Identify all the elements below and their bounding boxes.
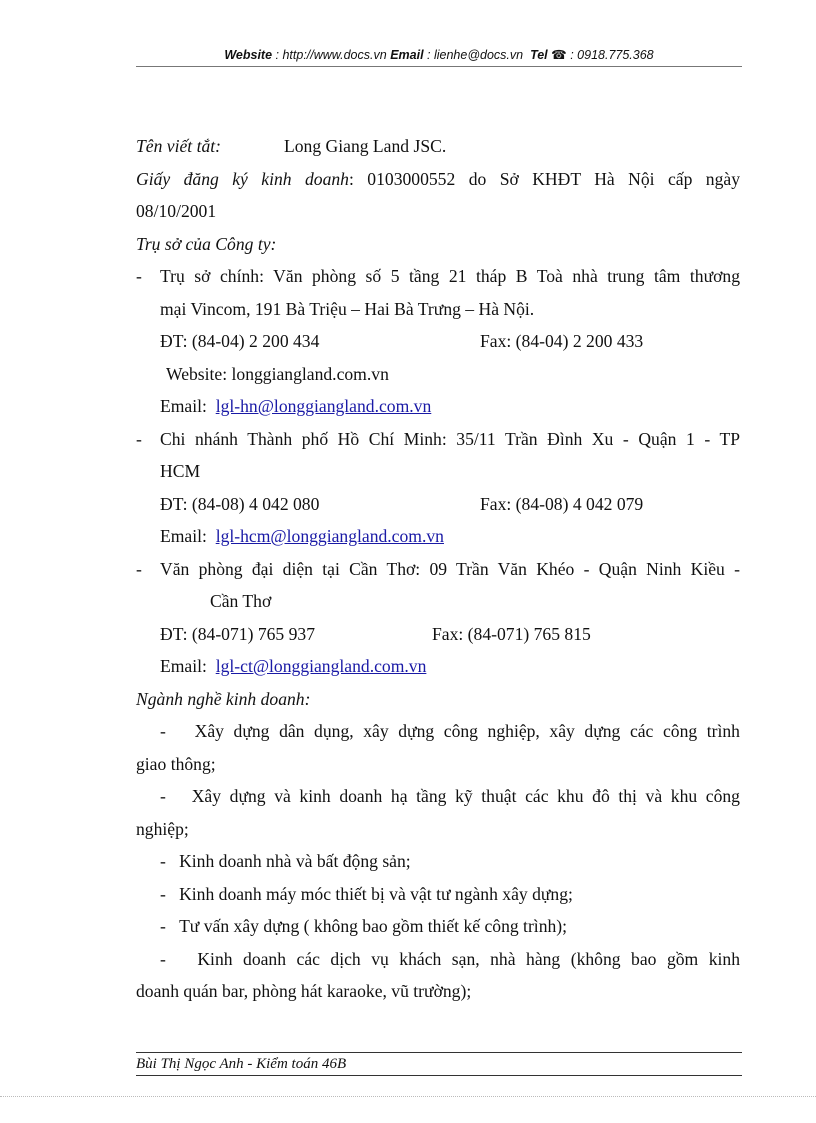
document-body: [136, 130, 740, 1008]
office-address-line: Chi nhánh Thành phố Hồ Chí Minh: 35/11 Trần Đình Xu - Quận 1 - TP: [160, 428, 740, 449]
list-dash: -: [136, 428, 142, 449]
list-dash: -: [136, 558, 142, 579]
office-fax: Fax: (84-04) 2 200 433: [480, 331, 644, 351]
office-phone: ĐT: (84-04) 2 200 434: [160, 331, 320, 351]
business-item: [136, 910, 740, 943]
office-fax: Fax: (84-071) 765 815: [432, 623, 591, 644]
business-item-text: Xây dựng và kinh doanh hạ tầng kỹ thuật các khu đô thị và khu công: [191, 786, 740, 806]
office-phone: ĐT: (84-071) 765 937: [160, 623, 316, 644]
license-label: Giấy đăng ký kinh doanh: [136, 168, 349, 189]
header-divider: [136, 66, 742, 67]
list-dash: -: [160, 851, 166, 871]
license-row: [136, 163, 740, 196]
license-text: : 0103000552 do Sở KHĐT Hà Nội cấp ngày: [348, 168, 740, 189]
office-contact-row: [136, 325, 740, 358]
office-address-line: mại Vincom, 191 Bà Triệu – Hai Bà Trưng – Hà Nội.: [160, 298, 535, 319]
list-dash: -: [136, 266, 142, 286]
business-item-cont: nghiệp;: [136, 818, 189, 839]
list-dash: -: [160, 786, 166, 806]
office-email-row: [136, 520, 740, 553]
office-phone: ĐT: (84-08) 4 042 080: [160, 493, 320, 514]
list-dash: -: [160, 916, 166, 936]
email-label: Email:: [160, 396, 207, 416]
business-item: [136, 715, 740, 748]
website-label: Website: [224, 48, 273, 62]
office-item: [136, 260, 740, 293]
business-item-text: Xây dựng dân dụng, xây dựng công nghiệp, xây dựng các công trình: [194, 721, 740, 741]
footer-author: Bùi Thị Ngọc Anh - Kiểm toán 46B: [136, 1056, 347, 1072]
business-item-cont: doanh quán bar, phòng hát karaoke, vũ trường);: [136, 981, 472, 1001]
list-dash: -: [160, 721, 166, 741]
office-address-line: Văn phòng đại diện tại Cần Thơ: 09 Trần Văn Khéo - Quận Ninh Kiều -: [160, 558, 740, 579]
offices-heading: Trụ sở của Công ty:: [136, 233, 277, 254]
phone-icon: ☎: [551, 48, 567, 62]
business-item: [136, 878, 740, 911]
website-value: : http://www.docs.vn: [275, 48, 387, 62]
license-date: 08/10/2001: [136, 201, 217, 221]
short-name-value: Long Giang Land JSC.: [284, 136, 447, 156]
office-fax: Fax: (84-08) 4 042 079: [480, 493, 644, 514]
office-email-row: [136, 650, 740, 683]
footer-divider-bottom: [136, 1075, 742, 1076]
email-label: Email: [390, 48, 424, 62]
business-item-text: Tư vấn xây dựng ( không bao gồm thiết kế công trình);: [179, 916, 568, 936]
footer-divider-top: [136, 1052, 742, 1053]
office-address-line: Cần Thơ: [210, 591, 272, 611]
tel-label: Tel: [530, 48, 548, 62]
page-header: [136, 47, 742, 62]
office-item: [136, 423, 740, 456]
business-item: [136, 943, 740, 976]
business-item-text: Kinh doanh máy móc thiết bị và vật tư ngành xây dựng;: [179, 883, 573, 904]
office-address-line: Trụ sở chính: Văn phòng số 5 tầng 21 tháp B Toà nhà trung tâm thương: [160, 266, 740, 286]
office-email-link[interactable]: lgl-hn@longgiangland.com.vn: [215, 396, 432, 416]
office-contact-row: [136, 488, 740, 521]
office-item: [136, 553, 740, 586]
business-item: [136, 780, 740, 813]
short-name-label: Tên viết tắt:: [136, 136, 222, 156]
short-name-row: [136, 130, 740, 163]
business-heading: Ngành nghề kinh doanh:: [136, 688, 311, 709]
office-address-line: HCM: [160, 461, 201, 481]
list-dash: -: [160, 883, 166, 904]
office-contact-row: [136, 618, 740, 651]
list-dash: -: [160, 948, 166, 969]
office-email-row: [136, 390, 740, 423]
email-label: Email:: [160, 526, 207, 546]
business-item-text: Kinh doanh các dịch vụ khách sạn, nhà hàng (không bao gồm kinh: [197, 948, 740, 969]
business-item-cont: giao thông;: [136, 753, 216, 774]
office-email-link[interactable]: lgl-ct@longgiangland.com.vn: [215, 656, 427, 676]
office-website: Website: longgiangland.com.vn: [166, 363, 389, 384]
email-value: : lienhe@docs.vn: [427, 48, 524, 62]
email-label: Email:: [160, 656, 207, 676]
business-item-text: Kinh doanh nhà và bất động sản;: [179, 851, 411, 871]
business-item: [136, 845, 740, 878]
tel-value: : 0918.775.368: [570, 48, 654, 62]
office-email-link[interactable]: lgl-hcm@longgiangland.com.vn: [215, 526, 444, 546]
page-bottom-dotted-line: [0, 1096, 816, 1097]
